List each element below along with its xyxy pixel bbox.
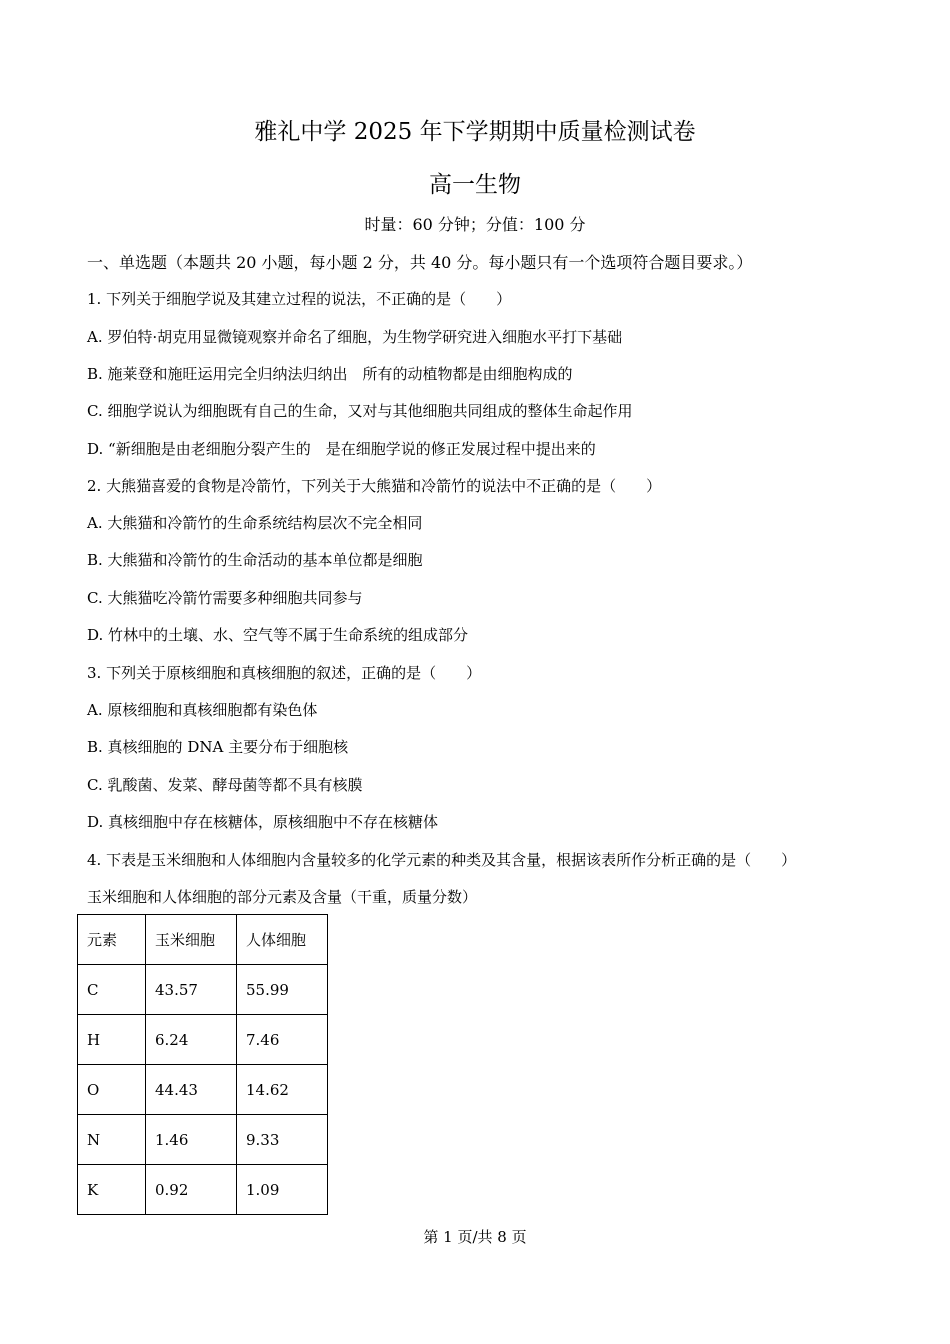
table-cell: 6.24 bbox=[146, 1015, 237, 1065]
question-option: B. 真核细胞的 DNA 主要分布于细胞核 bbox=[87, 738, 349, 756]
element-content-table bbox=[77, 914, 328, 1215]
table-caption: 玉米细胞和人体细胞的部分元素及含量（干重，质量分数） bbox=[87, 888, 478, 906]
table-header-cell: 玉米细胞 bbox=[146, 915, 237, 965]
question-option: D. “新细胞是由老细胞分裂产生的 是在细胞学说的修正发展过程中提出来的 bbox=[87, 440, 596, 458]
table-header-cell: 人体细胞 bbox=[237, 915, 328, 965]
question-option: C. 细胞学说认为细胞既有自己的生命，又对与其他细胞共同组成的整体生命起作用 bbox=[87, 402, 633, 420]
table-row bbox=[78, 1165, 328, 1215]
table-cell: O bbox=[78, 1065, 146, 1115]
question-option: B. 施莱登和施旺运用完全归纳法归纳出 所有的动植物都是由细胞构成的 bbox=[87, 365, 573, 383]
question-option: C. 乳酸菌、发菜、酵母菌等都不具有核膜 bbox=[87, 776, 363, 794]
section-heading: 一、单选题（本题共 20 小题，每小题 2 分，共 40 分。每小题只有一个选项符合题目要求。） bbox=[87, 253, 753, 272]
table-cell: 0.92 bbox=[146, 1165, 237, 1215]
question-stem: 1. 下列关于细胞学说及其建立过程的说法，不正确的是（ ） bbox=[87, 290, 512, 308]
exam-title: 雅礼中学 2025 年下学期期中质量检测试卷 bbox=[254, 119, 696, 145]
table-cell: N bbox=[78, 1115, 146, 1165]
table-header-row bbox=[78, 915, 328, 965]
table-row bbox=[78, 1065, 328, 1115]
table-cell: 44.43 bbox=[146, 1065, 237, 1115]
question-option: D. 竹林中的土壤、水、空气等不属于生命系统的组成部分 bbox=[87, 626, 469, 644]
table-row bbox=[78, 1115, 328, 1165]
table-cell: 1.46 bbox=[146, 1115, 237, 1165]
table-cell: K bbox=[78, 1165, 146, 1215]
table-cell: C bbox=[78, 965, 146, 1015]
question-stem: 3. 下列关于原核细胞和真核细胞的叙述，正确的是（ ） bbox=[87, 664, 482, 682]
question-stem: 4. 下表是玉米细胞和人体细胞内含量较多的化学元素的种类及其含量，根据该表所作分析正确的是（ ） bbox=[87, 851, 797, 869]
table-row bbox=[78, 1015, 328, 1065]
question-option: A. 罗伯特·胡克用显微镜观察并命名了细胞，为生物学研究进入细胞水平打下基础 bbox=[87, 328, 623, 346]
question-stem: 2. 大熊猫喜爱的食物是冷箭竹，下列关于大熊猫和冷箭竹的说法中不正确的是（ ） bbox=[87, 477, 662, 495]
table-cell: 55.99 bbox=[237, 965, 328, 1015]
table-header-cell: 元素 bbox=[78, 915, 146, 965]
table-cell: 43.57 bbox=[146, 965, 237, 1015]
question-option: B. 大熊猫和冷箭竹的生命活动的基本单位都是细胞 bbox=[87, 551, 423, 569]
table-cell: 9.33 bbox=[237, 1115, 328, 1165]
time-score-info: 时量：60 分钟；分值：100 分 bbox=[364, 215, 586, 234]
question-option: A. 原核细胞和真核细胞都有染色体 bbox=[87, 701, 318, 719]
subject-title: 高一生物 bbox=[429, 172, 521, 198]
table-cell: 1.09 bbox=[237, 1165, 328, 1215]
table-cell: 14.62 bbox=[237, 1065, 328, 1115]
question-option: A. 大熊猫和冷箭竹的生命系统结构层次不完全相同 bbox=[87, 514, 423, 532]
table-cell: H bbox=[78, 1015, 146, 1065]
page-number: 第 1 页/共 8 页 bbox=[423, 1228, 527, 1246]
question-option: D. 真核细胞中存在核糖体，原核细胞中不存在核糖体 bbox=[87, 813, 439, 831]
table-row bbox=[78, 965, 328, 1015]
question-option: C. 大熊猫吃冷箭竹需要多种细胞共同参与 bbox=[87, 589, 363, 607]
table-cell: 7.46 bbox=[237, 1015, 328, 1065]
